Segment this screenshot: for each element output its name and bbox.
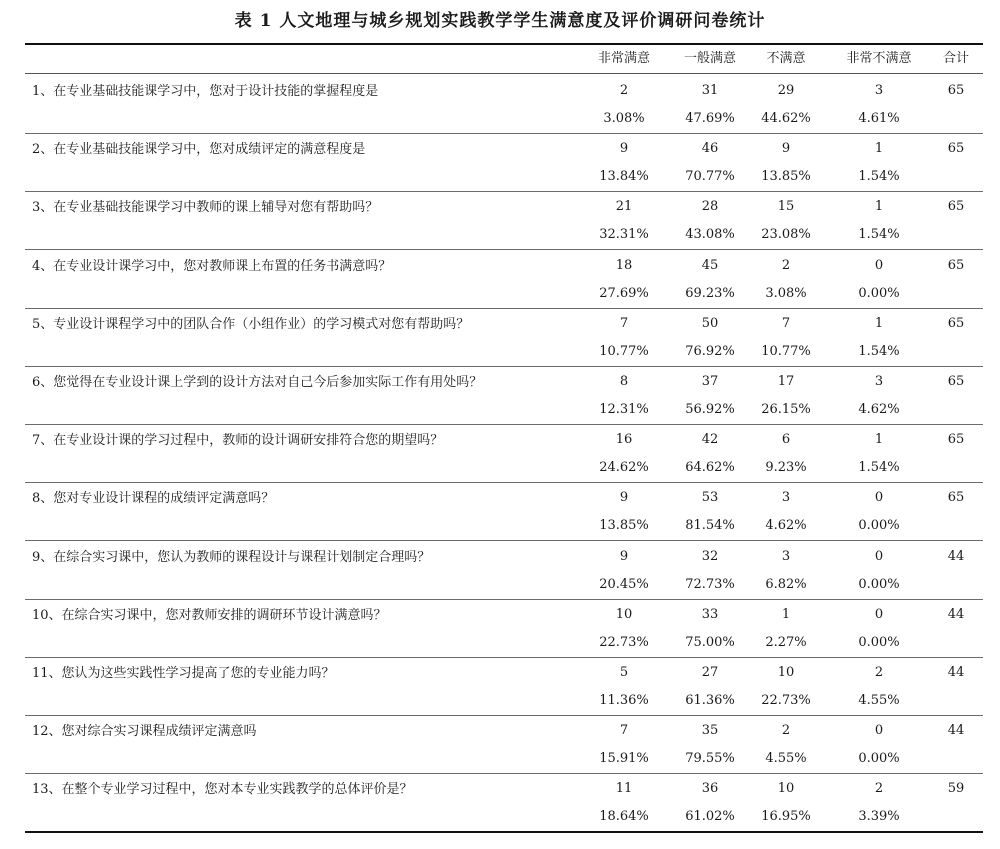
row-total: 65 xyxy=(947,374,965,389)
count-very-satisfied: 16 xyxy=(615,432,633,448)
count-very-dissatisfied: 1 xyxy=(874,315,884,331)
percent-dissatisfied: 4.62% xyxy=(765,518,807,534)
count-very-dissatisfied: 0 xyxy=(874,606,884,622)
count-generally-satisfied: 36 xyxy=(701,781,719,797)
count-generally-satisfied: 53 xyxy=(701,490,719,506)
row-separator xyxy=(25,540,983,541)
count-very-dissatisfied: 2 xyxy=(874,665,884,680)
count-dissatisfied: 3 xyxy=(781,548,791,564)
row-separator xyxy=(25,482,983,483)
percent-very-satisfied: 22.73% xyxy=(599,634,649,650)
count-generally-satisfied: 42 xyxy=(701,432,719,448)
count-very-satisfied: 10 xyxy=(615,606,633,622)
percent-generally-satisfied: 75.00% xyxy=(685,634,735,650)
header-generally-satisfied: 一般满意 xyxy=(683,51,736,66)
percent-very-satisfied: 24.62% xyxy=(599,460,649,476)
percent-generally-satisfied: 79.55% xyxy=(685,751,735,767)
question-text: 10、在综合实习课中，您对教师安排的调研环节设计满意吗？ xyxy=(32,607,387,623)
percent-dissatisfied: 44.62% xyxy=(761,111,811,126)
percent-very-dissatisfied: 0.00% xyxy=(858,634,900,650)
count-generally-satisfied: 50 xyxy=(701,315,719,331)
count-dissatisfied: 3 xyxy=(781,490,791,506)
count-very-dissatisfied: 3 xyxy=(874,374,884,389)
count-very-dissatisfied: 0 xyxy=(874,548,884,564)
question-text: 12、您对综合实习课程成绩评定满意吗 xyxy=(32,724,257,740)
percent-dissatisfied: 4.55% xyxy=(765,751,807,767)
percent-very-satisfied: 11.36% xyxy=(599,693,649,708)
count-very-dissatisfied: 2 xyxy=(874,781,884,797)
count-dissatisfied: 29 xyxy=(777,83,795,98)
row-separator xyxy=(25,249,983,250)
question-text: 2、在专业基础技能课学习中，您对成绩评定的满意程度是 xyxy=(32,142,366,158)
count-very-satisfied: 8 xyxy=(619,374,629,389)
row-separator xyxy=(25,657,983,658)
count-very-dissatisfied: 3 xyxy=(874,83,884,98)
question-text: 7、在专业设计课的学习过程中，教师的设计调研安排符合您的期望吗？ xyxy=(32,433,444,449)
count-generally-satisfied: 37 xyxy=(701,374,719,389)
row-total: 65 xyxy=(947,83,965,98)
percent-very-satisfied: 20.45% xyxy=(599,576,649,592)
percent-dissatisfied: 6.82% xyxy=(765,576,807,592)
count-dissatisfied: 6 xyxy=(781,432,791,448)
count-very-dissatisfied: 1 xyxy=(874,432,884,448)
question-text: 1、在专业基础技能课学习中，您对于设计技能的掌握程度是 xyxy=(32,84,379,99)
percent-very-satisfied: 27.69% xyxy=(599,285,649,301)
row-total: 65 xyxy=(947,199,965,215)
question-text: 5、专业设计课程学习中的团队合作（小组作业）的学习模式对您有帮助吗？ xyxy=(32,316,470,332)
count-very-dissatisfied: 0 xyxy=(874,257,884,273)
percent-very-dissatisfied: 4.61% xyxy=(858,111,900,126)
row-separator xyxy=(25,133,983,134)
row-total: 65 xyxy=(947,490,965,506)
count-generally-satisfied: 27 xyxy=(701,665,719,680)
percent-generally-satisfied: 81.54% xyxy=(685,518,735,534)
question-text: 11、您认为这些实践性学习提高了您的专业能力吗？ xyxy=(32,666,335,681)
percent-dissatisfied: 22.73% xyxy=(761,693,811,708)
percent-very-dissatisfied: 1.54% xyxy=(858,169,900,185)
percent-very-dissatisfied: 0.00% xyxy=(858,285,900,301)
percent-very-dissatisfied: 0.00% xyxy=(858,576,900,592)
header-total: 合计 xyxy=(942,51,969,66)
percent-dissatisfied: 26.15% xyxy=(761,402,811,417)
count-very-satisfied: 2 xyxy=(619,83,629,98)
count-very-dissatisfied: 1 xyxy=(874,141,884,157)
percent-very-dissatisfied: 1.54% xyxy=(858,460,900,476)
percent-generally-satisfied: 72.73% xyxy=(685,576,735,592)
count-generally-satisfied: 45 xyxy=(701,257,719,273)
count-dissatisfied: 10 xyxy=(777,665,795,680)
row-total: 44 xyxy=(947,548,965,564)
percent-generally-satisfied: 43.08% xyxy=(685,227,735,243)
row-total: 65 xyxy=(947,315,965,331)
percent-dissatisfied: 23.08% xyxy=(761,227,811,243)
count-dissatisfied: 2 xyxy=(781,257,791,273)
count-very-satisfied: 21 xyxy=(615,199,633,215)
percent-very-satisfied: 13.84% xyxy=(599,169,649,185)
count-very-satisfied: 9 xyxy=(619,141,629,157)
percent-very-satisfied: 12.31% xyxy=(599,402,649,417)
count-generally-satisfied: 33 xyxy=(701,606,719,622)
percent-generally-satisfied: 56.92% xyxy=(685,402,735,417)
percent-generally-satisfied: 47.69% xyxy=(685,111,735,126)
row-total: 44 xyxy=(947,665,965,680)
count-dissatisfied: 2 xyxy=(781,723,791,739)
percent-very-dissatisfied: 0.00% xyxy=(858,518,900,534)
header-dissatisfied: 不满意 xyxy=(766,51,806,66)
count-very-satisfied: 7 xyxy=(619,315,629,331)
percent-very-dissatisfied: 1.54% xyxy=(858,343,900,359)
count-very-satisfied: 5 xyxy=(619,665,629,680)
header-very-satisfied: 非常满意 xyxy=(597,51,650,66)
count-generally-satisfied: 28 xyxy=(701,199,719,215)
count-very-dissatisfied: 1 xyxy=(874,199,884,215)
percent-very-satisfied: 10.77% xyxy=(599,343,649,359)
question-text: 9、在综合实习课中，您认为教师的课程设计与课程计划制定合理吗？ xyxy=(32,549,431,565)
count-very-satisfied: 9 xyxy=(619,490,629,506)
count-dissatisfied: 10 xyxy=(777,781,795,797)
percent-very-dissatisfied: 4.62% xyxy=(858,402,900,417)
count-generally-satisfied: 46 xyxy=(701,141,719,157)
question-text: 13、在整个专业学习过程中，您对本专业实践教学的总体评价是？ xyxy=(32,782,413,798)
row-separator xyxy=(25,599,983,600)
bottom-rule xyxy=(25,831,983,833)
count-generally-satisfied: 31 xyxy=(701,83,719,98)
row-total: 65 xyxy=(947,432,965,448)
percent-dissatisfied: 16.95% xyxy=(761,809,811,825)
table-title: 表 1 人文地理与城乡规划实践教学学生满意度及评价调研问卷统计 xyxy=(234,11,766,31)
top-rule xyxy=(25,43,983,45)
percent-generally-satisfied: 64.62% xyxy=(685,460,735,476)
row-separator xyxy=(25,773,983,774)
percent-very-satisfied: 15.91% xyxy=(599,751,649,767)
count-very-satisfied: 9 xyxy=(619,548,629,564)
percent-very-dissatisfied: 4.55% xyxy=(858,693,900,708)
percent-generally-satisfied: 76.92% xyxy=(685,343,735,359)
percent-generally-satisfied: 61.02% xyxy=(685,809,735,825)
percent-dissatisfied: 13.85% xyxy=(761,169,811,185)
row-separator xyxy=(25,308,983,309)
count-very-satisfied: 11 xyxy=(615,781,633,797)
count-dissatisfied: 7 xyxy=(781,315,791,331)
row-separator xyxy=(25,191,983,192)
count-dissatisfied: 17 xyxy=(777,374,795,389)
row-separator xyxy=(25,715,983,716)
count-very-satisfied: 7 xyxy=(619,723,629,739)
row-total: 65 xyxy=(947,257,965,273)
count-dissatisfied: 15 xyxy=(777,199,795,215)
count-dissatisfied: 9 xyxy=(781,141,791,157)
percent-very-satisfied: 18.64% xyxy=(599,809,649,825)
question-text: 3、在专业基础技能课学习中教师的课上辅导对您有帮助吗？ xyxy=(32,200,379,216)
percent-generally-satisfied: 69.23% xyxy=(685,285,735,301)
header-rule xyxy=(25,73,983,74)
percent-very-satisfied: 13.85% xyxy=(599,518,649,534)
percent-dissatisfied: 3.08% xyxy=(765,285,807,301)
row-total: 65 xyxy=(947,141,965,157)
count-very-dissatisfied: 0 xyxy=(874,490,884,506)
row-total: 44 xyxy=(947,606,965,622)
header-very-dissatisfied: 非常不满意 xyxy=(846,51,912,66)
percent-very-dissatisfied: 1.54% xyxy=(858,227,900,243)
count-very-satisfied: 18 xyxy=(615,257,633,273)
question-text: 6、您觉得在专业设计课上学到的设计方法对自己今后参加实际工作有用处吗？ xyxy=(32,375,483,390)
count-very-dissatisfied: 0 xyxy=(874,723,884,739)
percent-very-dissatisfied: 3.39% xyxy=(858,809,900,825)
percent-very-dissatisfied: 0.00% xyxy=(858,751,900,767)
row-total: 44 xyxy=(947,723,965,739)
percent-dissatisfied: 2.27% xyxy=(765,634,807,650)
count-generally-satisfied: 32 xyxy=(701,548,719,564)
row-total: 59 xyxy=(947,781,965,797)
question-text: 4、在专业设计课学习中，您对教师课上布置的任务书满意吗？ xyxy=(32,258,392,274)
row-separator xyxy=(25,366,983,367)
percent-dissatisfied: 10.77% xyxy=(761,343,811,359)
count-generally-satisfied: 35 xyxy=(701,723,719,739)
count-dissatisfied: 1 xyxy=(781,606,791,622)
percent-generally-satisfied: 70.77% xyxy=(685,169,735,185)
percent-dissatisfied: 9.23% xyxy=(765,460,807,476)
question-text: 8、您对专业设计课程的成绩评定满意吗？ xyxy=(32,491,275,507)
row-separator xyxy=(25,424,983,425)
percent-very-satisfied: 3.08% xyxy=(603,111,645,126)
percent-generally-satisfied: 61.36% xyxy=(685,693,735,708)
percent-very-satisfied: 32.31% xyxy=(599,227,649,243)
